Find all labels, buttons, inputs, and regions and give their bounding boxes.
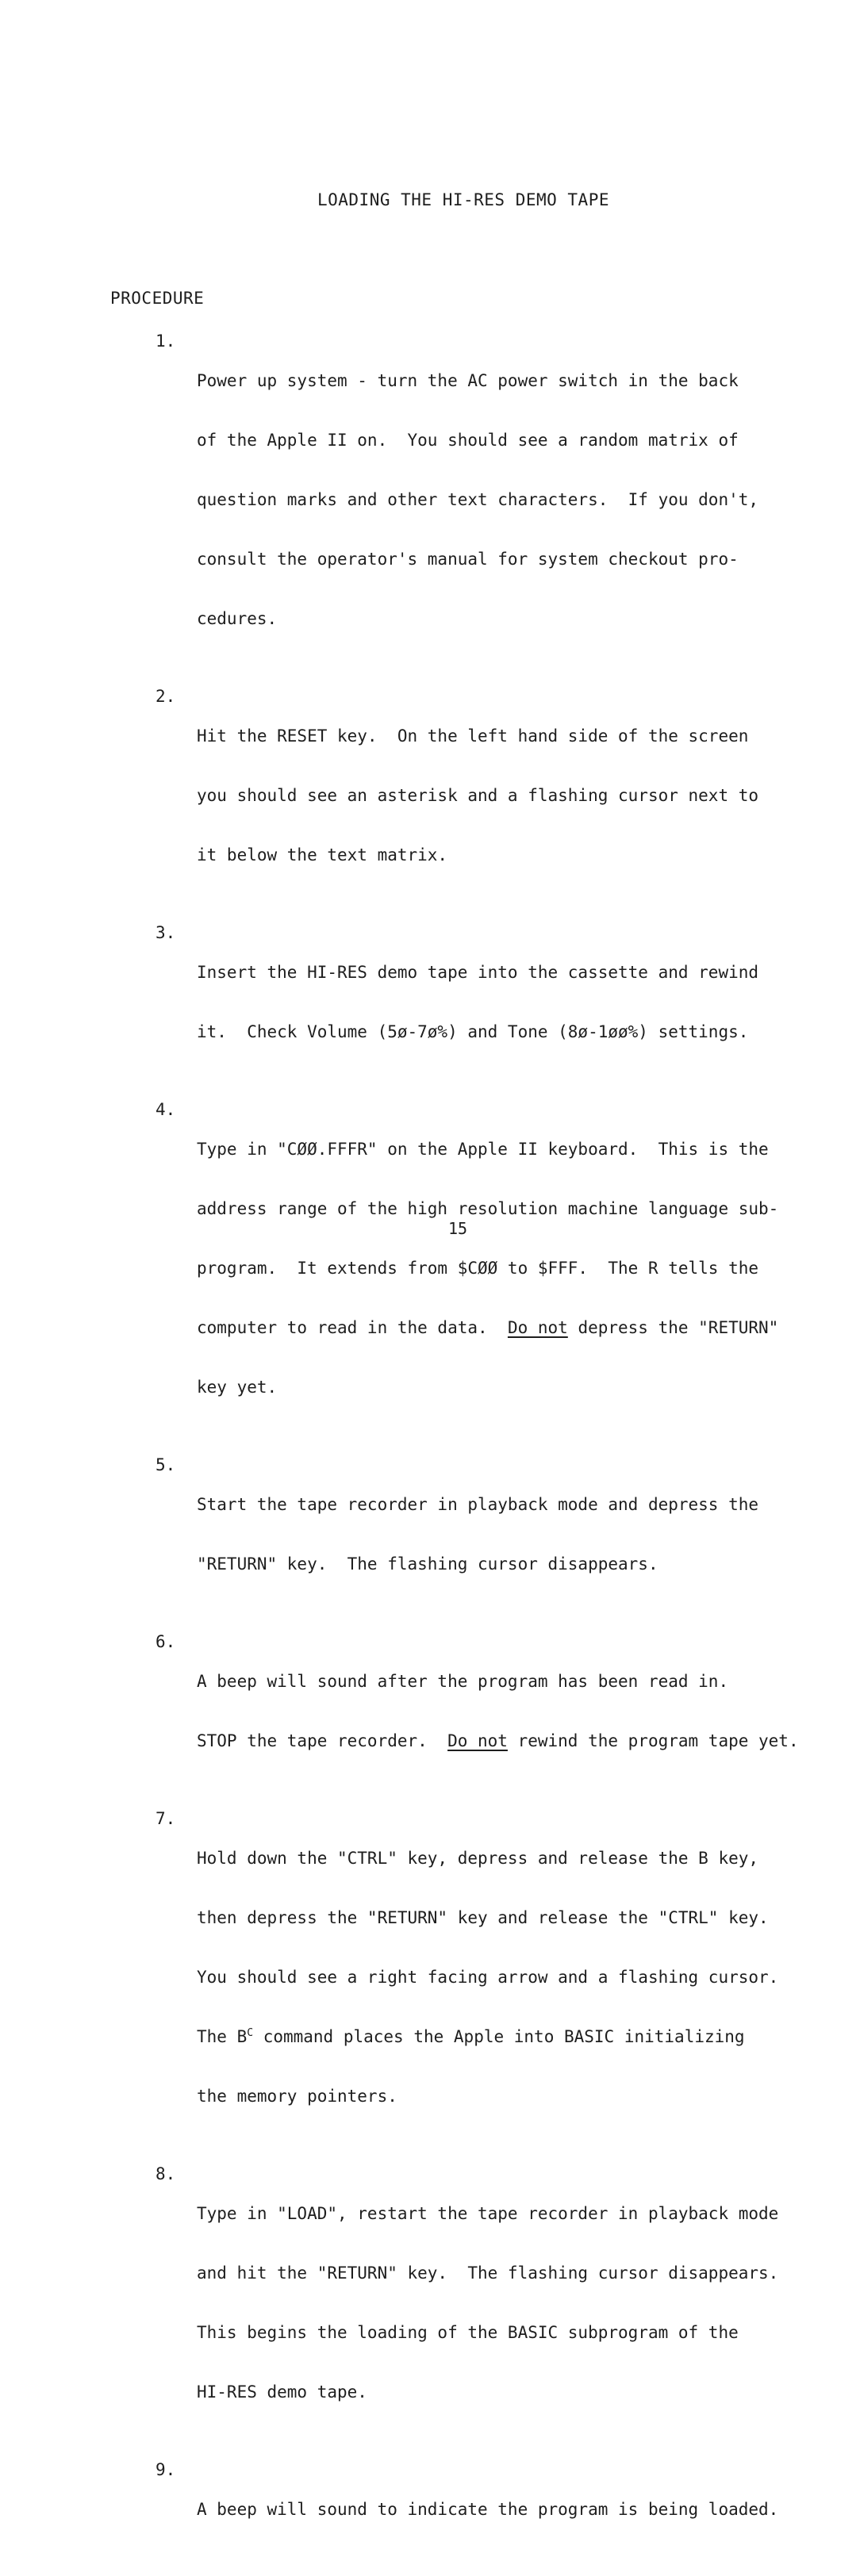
section-heading: PROCEDURE [110, 289, 205, 308]
step-line: the memory pointers. [197, 2087, 397, 2106]
list-item [0, 1100, 860, 1437]
step-line: question marks and other text characters. If you don't, [197, 490, 759, 509]
step-text [197, 2460, 800, 2559]
step-line: A beep will sound to indicate the program is being loaded. [197, 2500, 779, 2519]
step-line: You should see a right facing arrow and a flashing cursor. [197, 1968, 779, 1987]
step-text [197, 1100, 800, 1437]
procedure-list [0, 332, 860, 2576]
list-item [0, 1632, 860, 1791]
step-line: Start the tape recorder in playback mode and depress the [197, 1495, 759, 1514]
underlined-emphasis: Do not [447, 1731, 508, 1750]
step-number: 3. [155, 923, 176, 942]
step-number: 8. [155, 2164, 176, 2183]
step-number: 7. [155, 1809, 176, 1828]
step-line: Insert the HI-RES demo tape into the cassette and rewind [197, 963, 759, 982]
step-line: Hold down the "CTRL" key, depress and release the B key, [197, 1849, 759, 1868]
step-line-lead: The B [197, 2027, 248, 2046]
list-item [0, 2460, 860, 2559]
step-line: it below the text matrix. [197, 845, 448, 864]
step-text [197, 1455, 800, 1614]
step-line: you should see an asterisk and a flashing cursor next to [197, 786, 759, 805]
step-line: HI-RES demo tape. [197, 2382, 367, 2402]
step-line: it. Check Volume (5ø-7ø%) and Tone (8ø-1øø%) settings. [197, 1022, 749, 1041]
underlined-emphasis: Do not [507, 1318, 568, 1337]
step-text [197, 1809, 800, 2146]
step-number: 4. [155, 1100, 176, 1119]
step-number: 6. [155, 1632, 176, 1651]
list-item [0, 923, 860, 1082]
list-item [0, 1809, 860, 2146]
list-item [0, 332, 860, 669]
step-line: A beep will sound after the program has been read in. [197, 1672, 729, 1691]
step-line: of the Apple II on. You should see a random matrix of [197, 431, 739, 450]
step-line-tail: depress the "RETURN" [567, 1318, 779, 1337]
step-line: "RETURN" key. The flashing cursor disappears. [197, 1554, 658, 1574]
step-line-composite [197, 2027, 800, 2047]
step-number: 1. [155, 332, 176, 351]
step-line: This begins the loading of the BASIC subprogram of the [197, 2323, 739, 2342]
step-line: key yet. [197, 1378, 278, 1397]
step-text [197, 1632, 800, 1791]
step-line: and hit the "RETURN" key. The flashing cursor disappears. [197, 2264, 779, 2283]
list-item [0, 2164, 860, 2442]
step-line: Hit the RESET key. On the left hand side of the screen [197, 726, 749, 746]
step-line: cedures. [197, 609, 278, 628]
step-text [197, 332, 800, 669]
step-number: 2. [155, 687, 176, 706]
step-text [197, 687, 800, 905]
list-item [0, 1455, 860, 1614]
step-line-composite [197, 1318, 800, 1338]
superscript: C [247, 2027, 254, 2039]
step-text [197, 923, 800, 1082]
step-number: 9. [155, 2460, 176, 2479]
step-line: Type in "CØØ.FFFR" on the Apple II keyboard. This is the [197, 1140, 769, 1159]
step-line-tail: command places the Apple into BASIC initializing [253, 2027, 745, 2046]
step-number: 5. [155, 1455, 176, 1474]
step-line: Power up system - turn the AC power switch in the back [197, 371, 739, 390]
step-line: consult the operator's manual for system checkout pro- [197, 550, 739, 569]
page-number: 15 [447, 1219, 468, 1238]
step-line: Type in "LOAD", restart the tape recorder in playback mode [197, 2204, 779, 2223]
step-line-composite [197, 1731, 800, 1751]
step-line: address range of the high resolution machine language sub- [197, 1199, 779, 1218]
step-line: program. It extends from $CØØ to $FFF. The R tells the [197, 1259, 759, 1278]
step-line-tail: rewind the program tape yet. [507, 1731, 799, 1750]
step-line-lead: STOP the tape recorder. [197, 1731, 448, 1750]
step-line: then depress the "RETURN" key and release the "CTRL" key. [197, 1908, 769, 1927]
page-title: LOADING THE HI-RES DEMO TAPE [317, 190, 609, 209]
step-text [197, 2164, 800, 2442]
step-line-lead: computer to read in the data. [197, 1318, 508, 1337]
list-item [0, 687, 860, 905]
